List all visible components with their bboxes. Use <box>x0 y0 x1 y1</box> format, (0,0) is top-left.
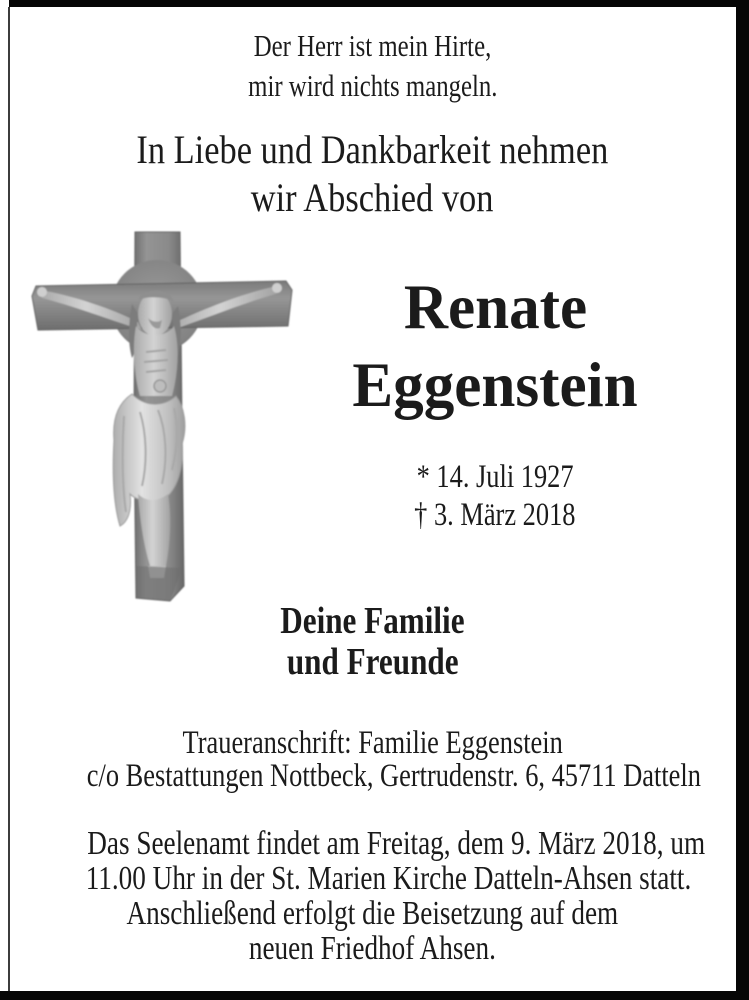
verse-line: Der Herr ist mein Hirte, <box>253 28 492 63</box>
mourners <box>10 601 735 683</box>
mourners-line: Deine Familie <box>280 600 465 642</box>
death-date: † 3. März 2018 <box>414 497 576 533</box>
life-dates <box>252 458 738 534</box>
scan-border-top <box>9 0 749 7</box>
deceased-name <box>252 268 738 424</box>
birth-date: * 14. Juli 1927 <box>416 459 574 495</box>
bible-verse <box>10 26 735 106</box>
farewell-intro <box>10 126 735 222</box>
funeral-service-info <box>10 826 735 966</box>
service-line: Anschließend erfolgt die Beisetzung auf dem <box>126 895 619 932</box>
service-line: 11.00 Uhr in der St. Marien Kirche Datteln-Ahsen statt. <box>85 860 692 897</box>
mourners-line: und Freunde <box>286 641 459 683</box>
intro-line: wir Abschied von <box>251 175 494 220</box>
deceased-last-name: Eggenstein <box>352 350 638 420</box>
condolence-address <box>10 727 735 793</box>
intro-line: In Liebe und Dankbarkeit nehmen <box>136 127 609 172</box>
deceased-first-name: Renate <box>403 272 587 342</box>
verse-line: mir wird nichts mangeln. <box>247 68 498 103</box>
address-line: Traueranschrift: Familie Eggenstein <box>182 725 563 761</box>
scan-border-bottom <box>0 991 749 1000</box>
service-line: neuen Friedhof Ahsen. <box>248 930 497 967</box>
service-line: Das Seelenamt findet am Freitag, dem 9. März 2018, um <box>87 825 706 862</box>
address-line: c/o Bestattungen Nottbeck, Gertrudenstr. 6, 45711 Datteln <box>86 758 701 794</box>
